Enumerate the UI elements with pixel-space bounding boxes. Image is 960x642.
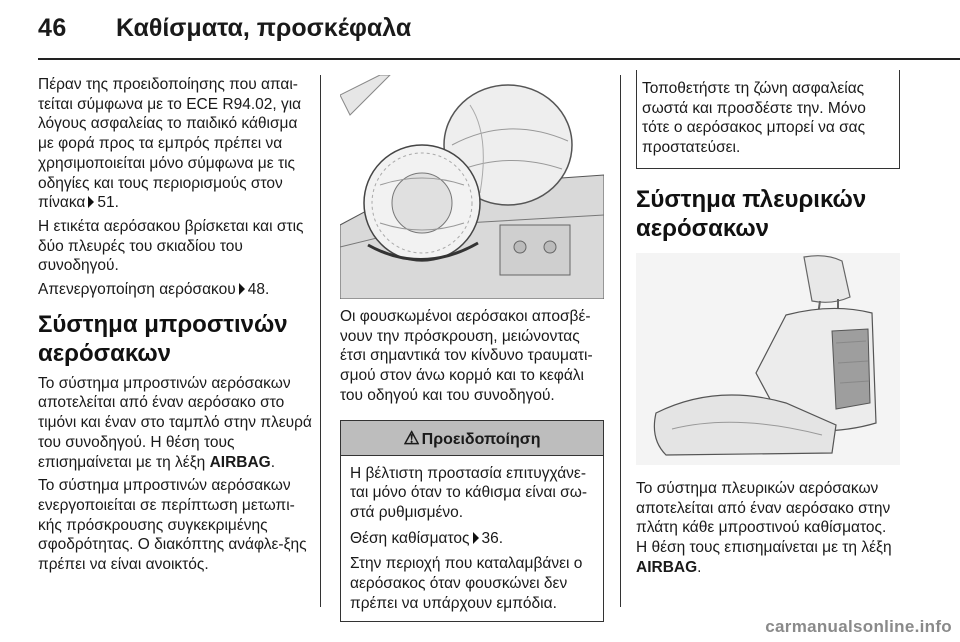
paragraph-ece-warning [38, 75, 314, 213]
heading-side-airbag: Σύστημα πλευρικών αερόσακων [636, 185, 867, 242]
page-title: Καθίσματα, προσκέφαλα [116, 14, 412, 42]
front-airbag-illustration [340, 75, 604, 299]
paragraph-end: . [697, 558, 702, 576]
paragraph-text: Πέραν της προειδοποίησης που απαι-τείται σύμφωνα με το ECE R94.02, για λόγους ασφαλείας το παιδικό κάθισμα με φορά προς τα εμπρός πρέπει να χρησιμοποιείται μόνο σύμφωνα με τις οδηγίες και τους περιορισμούς στον πίνακα [38, 76, 302, 212]
page-ref-arrow-icon [239, 283, 245, 295]
heading-front-airbag: Σύστημα μπροστινών αερόσακων [38, 310, 288, 367]
column-divider [320, 75, 321, 607]
warning-paragraph-1: Η βέλτιστη προστασία επιτυγχάνε-ται μόνο όταν το κάθισμα είναι σω-στά ρυθμισμένο. [350, 464, 587, 521]
header-rule [38, 58, 960, 60]
column-middle [340, 75, 604, 622]
page-ref-arrow-icon [473, 532, 479, 544]
warning-body [341, 456, 603, 622]
warning-header [341, 421, 603, 456]
paragraph-side-airbag-system [636, 479, 900, 578]
warning-continuation-box: Τοποθετήστε τη ζώνη ασφαλείας σωστά και προσδέστε την. Μόνο τότε ο αερόσακος μπορεί να σας προστατεύσει. [636, 70, 900, 169]
page-ref-link[interactable]: 48. [247, 281, 270, 299]
watermark-link[interactable]: carmanualsonline.info [765, 617, 952, 636]
paragraph-front-airbag-system [38, 374, 314, 473]
page-ref-arrow-icon [88, 196, 94, 208]
warning-title: Προειδοποίηση [421, 430, 541, 448]
paragraph-airbag-deactivation [38, 280, 314, 300]
image-caption: Οι φουσκωμένοι αερόσακοι αποσβέ-νουν την πρόσκρουση, μειώνοντας έτσι σημαντικά τον κίνδυνο τραυματι-σμού στον άνω κορμό και το κεφάλι του οδηγού και του συνοδηγού. [340, 308, 593, 404]
warning-box [340, 420, 604, 623]
column-left [38, 75, 314, 579]
warning-paragraph-2 [350, 529, 594, 549]
airbag-keyword: AIRBAG [209, 453, 271, 471]
side-airbag-seat-illustration [636, 253, 900, 465]
page-ref-link[interactable]: 51. [97, 194, 119, 212]
page-header [0, 0, 960, 58]
paragraph-label-location: Η ετικέτα αερόσακου βρίσκεται και στις δύο πλευρές του σκιαδίου του συνοδηγού. [38, 217, 304, 275]
paragraph-end: . [270, 453, 276, 471]
warning-paragraph-3: Στην περιοχή που καταλαμβάνει ο αερόσακος όταν φουσκώνει δεν πρέπει να υπάρχουν εμπόδια. [350, 555, 583, 612]
paragraph-text: Το σύστημα μπροστινών αερόσακων αποτελείται από έναν αερόσακο στο τιμόνι και έναν στο ταμπλό στην πλευρά του συνοδηγού. Η θέση τους επισημαίνεται με τη λέξη [38, 374, 312, 471]
paragraph-front-airbag-activation: Το σύστημα μπροστινών αερόσακων ενεργοποιείται σε περίπτωση μετωπι-κής πρόσκρουσης συγκεκριμένης σφοδρότητας. Ο διακόπτης ανάφλε-ξης πρέπει να είναι ανοικτός. [38, 477, 307, 574]
page-number: 46 [38, 14, 67, 42]
paragraph-text: Απενεργοποίηση αερόσακου [38, 281, 236, 299]
page-ref-link[interactable]: 36. [481, 529, 504, 547]
airbag-keyword: AIRBAG [636, 558, 698, 576]
column-divider [620, 75, 621, 607]
paragraph-text: Το σύστημα πλευρικών αερόσακων αποτελείται από έναν αερόσακο στην πλάτη κάθε μπροστινού καθίσματος. Η θέση τους επισημαίνεται με τη λέξη [636, 479, 892, 556]
paragraph-text: Θέση καθίσματος [350, 529, 470, 547]
column-right [636, 75, 900, 581]
warning-icon: ⚠ [403, 427, 420, 448]
